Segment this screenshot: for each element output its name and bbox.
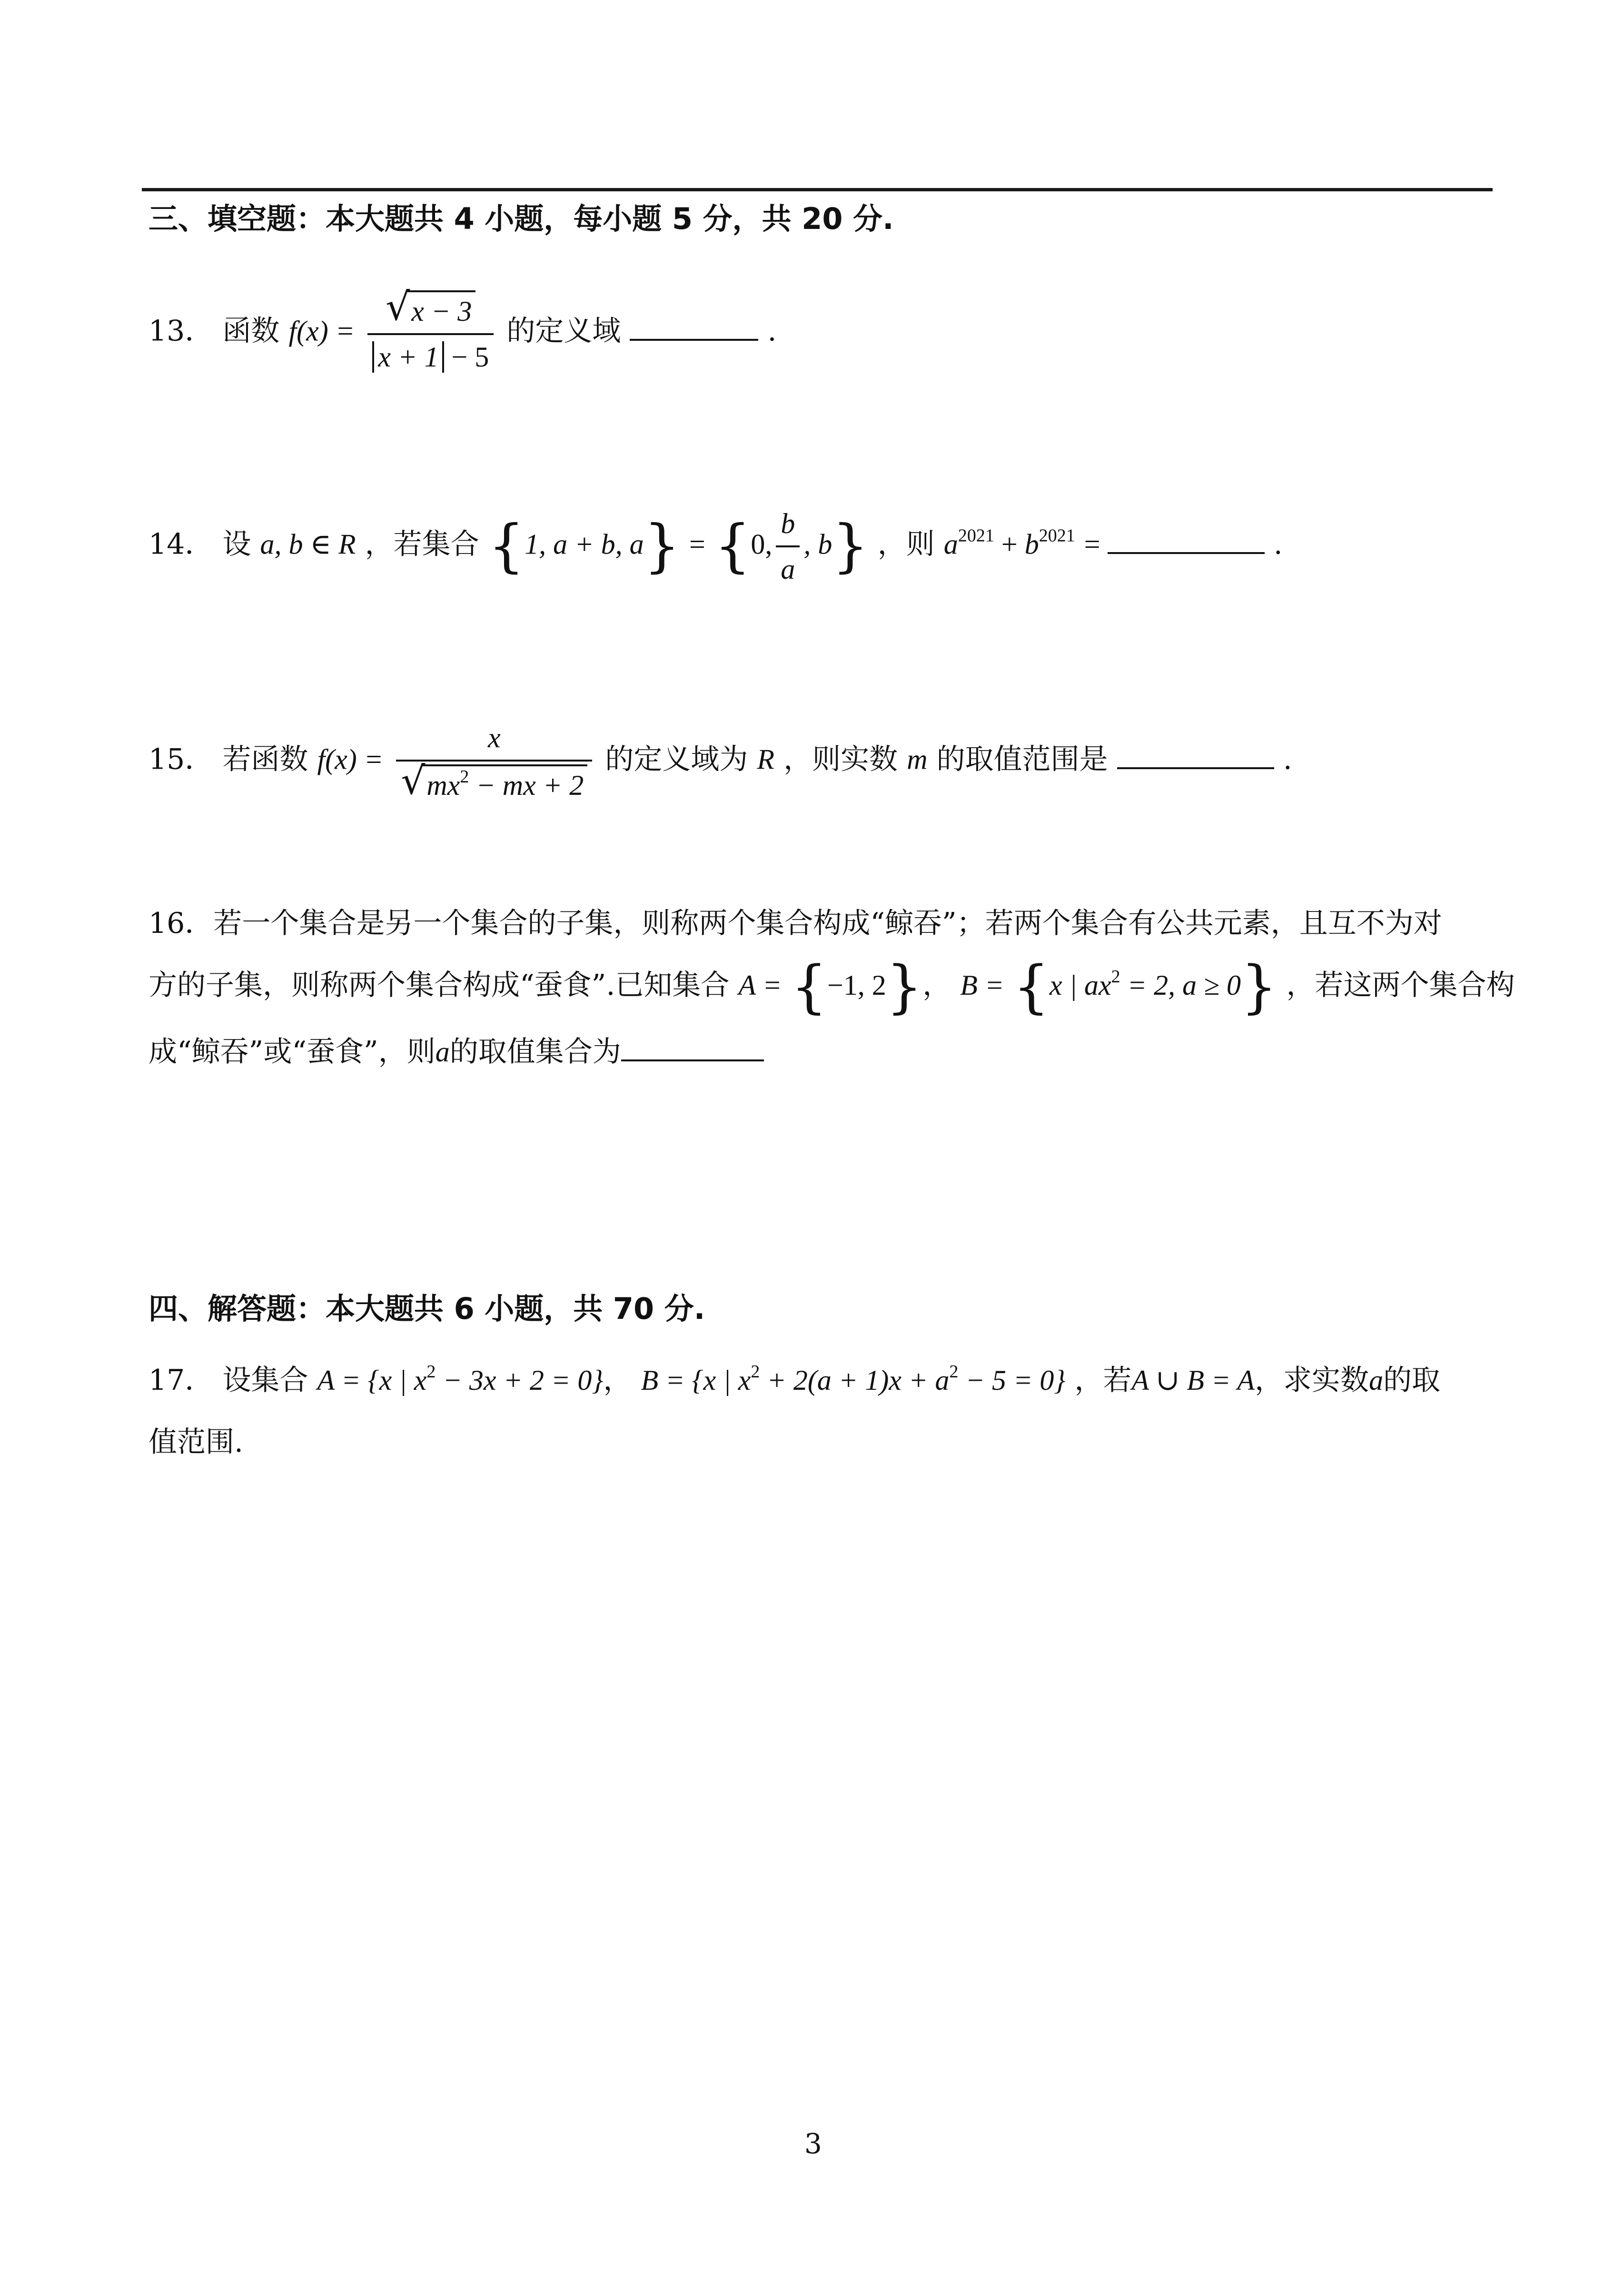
q17-setA-exp: 2 <box>426 1362 436 1382</box>
q14-frac-num: b <box>781 508 795 539</box>
q13-suffix: 的定义域 <box>506 314 621 348</box>
q14-then: ，则 <box>877 527 935 561</box>
q16-line2-pre: 方的子集，则称两个集合构成“蚕食”.已知集合 <box>149 969 730 1002</box>
q17-setB-exp2: 2 <box>949 1362 959 1382</box>
question-16-line2 <box>149 954 1515 1020</box>
q14-mid: ，若集合 <box>365 527 479 561</box>
q15-answer-blank[interactable] <box>1117 741 1274 769</box>
q14-set-right-post: , b <box>803 528 832 560</box>
q14-answer-blank[interactable] <box>1108 525 1265 554</box>
q16-setA-body: −1, 2 <box>827 970 886 1001</box>
q15-suffix3: 的取值范围是 <box>936 742 1108 776</box>
top-rule <box>142 188 1493 191</box>
q13-fraction <box>367 285 494 376</box>
q15-numerator: x <box>487 722 501 753</box>
section4-heading: 四、解答题：本大题共 6 小题，共 70 分. <box>149 1291 705 1326</box>
question-13 <box>149 285 777 376</box>
q15-rad-b: − mx + 2 <box>469 770 584 801</box>
q14-set-right-pre: 0, <box>751 528 772 560</box>
q16-setA: A = <box>738 970 782 1001</box>
q15-rad-exp: 2 <box>460 767 469 787</box>
q15-R: R <box>757 743 775 775</box>
q16-line3-pre: 成“鲸吞”或“蚕食”，则 <box>149 1035 436 1069</box>
q16-setB-body-b: = 2, a ≥ 0 <box>1120 970 1241 1001</box>
q16-setA-brace-open: { <box>791 954 827 1020</box>
q16-line2-post: ，若这两个集合构 <box>1286 969 1515 1002</box>
q17-setB-exp1: 2 <box>751 1362 760 1382</box>
q16-setB-brace-close: } <box>1241 954 1277 1020</box>
q15-fraction <box>396 719 592 804</box>
q16-setB: B = <box>960 970 1004 1001</box>
q16-comma: ， <box>922 969 951 1002</box>
q13-denominator-abs: x + 1 <box>372 341 444 373</box>
page-number: 3 <box>804 2128 822 2160</box>
q17-setB-b: + 2(a + 1)x + a <box>760 1365 950 1396</box>
q17-tail: 的取 <box>1383 1364 1441 1397</box>
q17-setB-c: − 5 = 0} <box>958 1365 1066 1396</box>
q14-vars: a, b ∈ R <box>260 528 356 560</box>
q17-a: a <box>1369 1365 1384 1396</box>
q14-number: 14． <box>149 527 214 561</box>
q17-prefix: 设集合 <box>222 1364 308 1397</box>
q17-cond-post: ，求实数 <box>1255 1364 1369 1397</box>
question-16-line3 <box>149 1033 764 1071</box>
q13-sqrt: √ x − 3 <box>386 290 475 330</box>
q13-number: 13． <box>149 314 214 348</box>
q14-fraction <box>776 505 800 588</box>
q13-end: . <box>767 314 777 348</box>
q17-setA-b: − 3x + 2 = 0} <box>436 1365 604 1396</box>
q14-brace-close: } <box>644 513 680 579</box>
q17-cond: A ∪ B = A <box>1131 1365 1255 1396</box>
q14-exp2: 2021 <box>1039 525 1075 546</box>
q13-denominator-rest: − 5 <box>444 341 489 373</box>
q14-base1: a <box>943 528 958 560</box>
q14-equals: = <box>1084 528 1108 560</box>
q17-setA-a: A = {x | x <box>317 1365 427 1396</box>
q16-a: a <box>435 1036 450 1068</box>
q17-cond-pre: ，若 <box>1074 1364 1132 1397</box>
q14-brace2-close: } <box>832 513 869 579</box>
q14-plus: + <box>994 528 1025 560</box>
section3-heading: 三、填空题：本大题共 4 小题，每小题 5 分，共 20 分. <box>149 201 894 236</box>
q13-numerator: x − 3 <box>407 290 475 330</box>
question-15 <box>149 719 1292 804</box>
q15-sqrt: √ $mx^2$ − mx + 2 <box>401 764 587 804</box>
q14-frac-den: a <box>776 545 800 588</box>
q17-setB-a: B = {x | x <box>641 1365 751 1396</box>
q14-prefix: 设 <box>222 527 251 561</box>
q14-end: . <box>1273 527 1283 561</box>
q14-eq: = <box>689 528 705 560</box>
q17-number: 17． <box>149 1364 214 1397</box>
q15-end: . <box>1283 742 1292 776</box>
q16-setB-exp: 2 <box>1111 967 1120 987</box>
q13-fx: f(x) = <box>288 315 355 347</box>
question-16-line1: 16．若一个集合是另一个集合的子集，则称两个集合构成“鲸吞”；若两个集合有公共元素，且互不为对 <box>149 907 1442 940</box>
q15-suffix1: 的定义域为 <box>605 742 748 776</box>
q15-suffix2: ，则实数 <box>783 742 898 776</box>
q16-line3-post: 的取值集合为 <box>449 1035 621 1069</box>
question-17-line1 <box>149 1361 1440 1399</box>
q14-brace-open: { <box>488 513 525 579</box>
q14-set-left: 1, a + b, a <box>525 528 644 560</box>
q14-exp1: 2021 <box>958 525 994 546</box>
q13-answer-blank[interactable] <box>630 312 758 341</box>
q16-setA-brace-close: } <box>886 954 923 1020</box>
q16-setB-body-a: x | ax <box>1049 970 1111 1001</box>
q14-base2: b <box>1024 528 1039 560</box>
q13-prefix: 函数 <box>222 314 280 348</box>
q14-brace2-open: { <box>714 513 751 579</box>
q15-rad-a: mx <box>426 770 460 801</box>
q16-setB-brace-open: { <box>1013 954 1050 1020</box>
question-14 <box>149 505 1283 588</box>
question-17-line2: 值范围. <box>149 1425 244 1459</box>
q15-number: 15． <box>149 742 214 776</box>
q15-prefix: 若函数 <box>222 742 308 776</box>
q17-comma: ， <box>603 1364 632 1397</box>
q15-fx: f(x) = <box>317 743 384 775</box>
q15-m: m <box>907 743 928 775</box>
q16-answer-blank[interactable] <box>621 1033 764 1061</box>
